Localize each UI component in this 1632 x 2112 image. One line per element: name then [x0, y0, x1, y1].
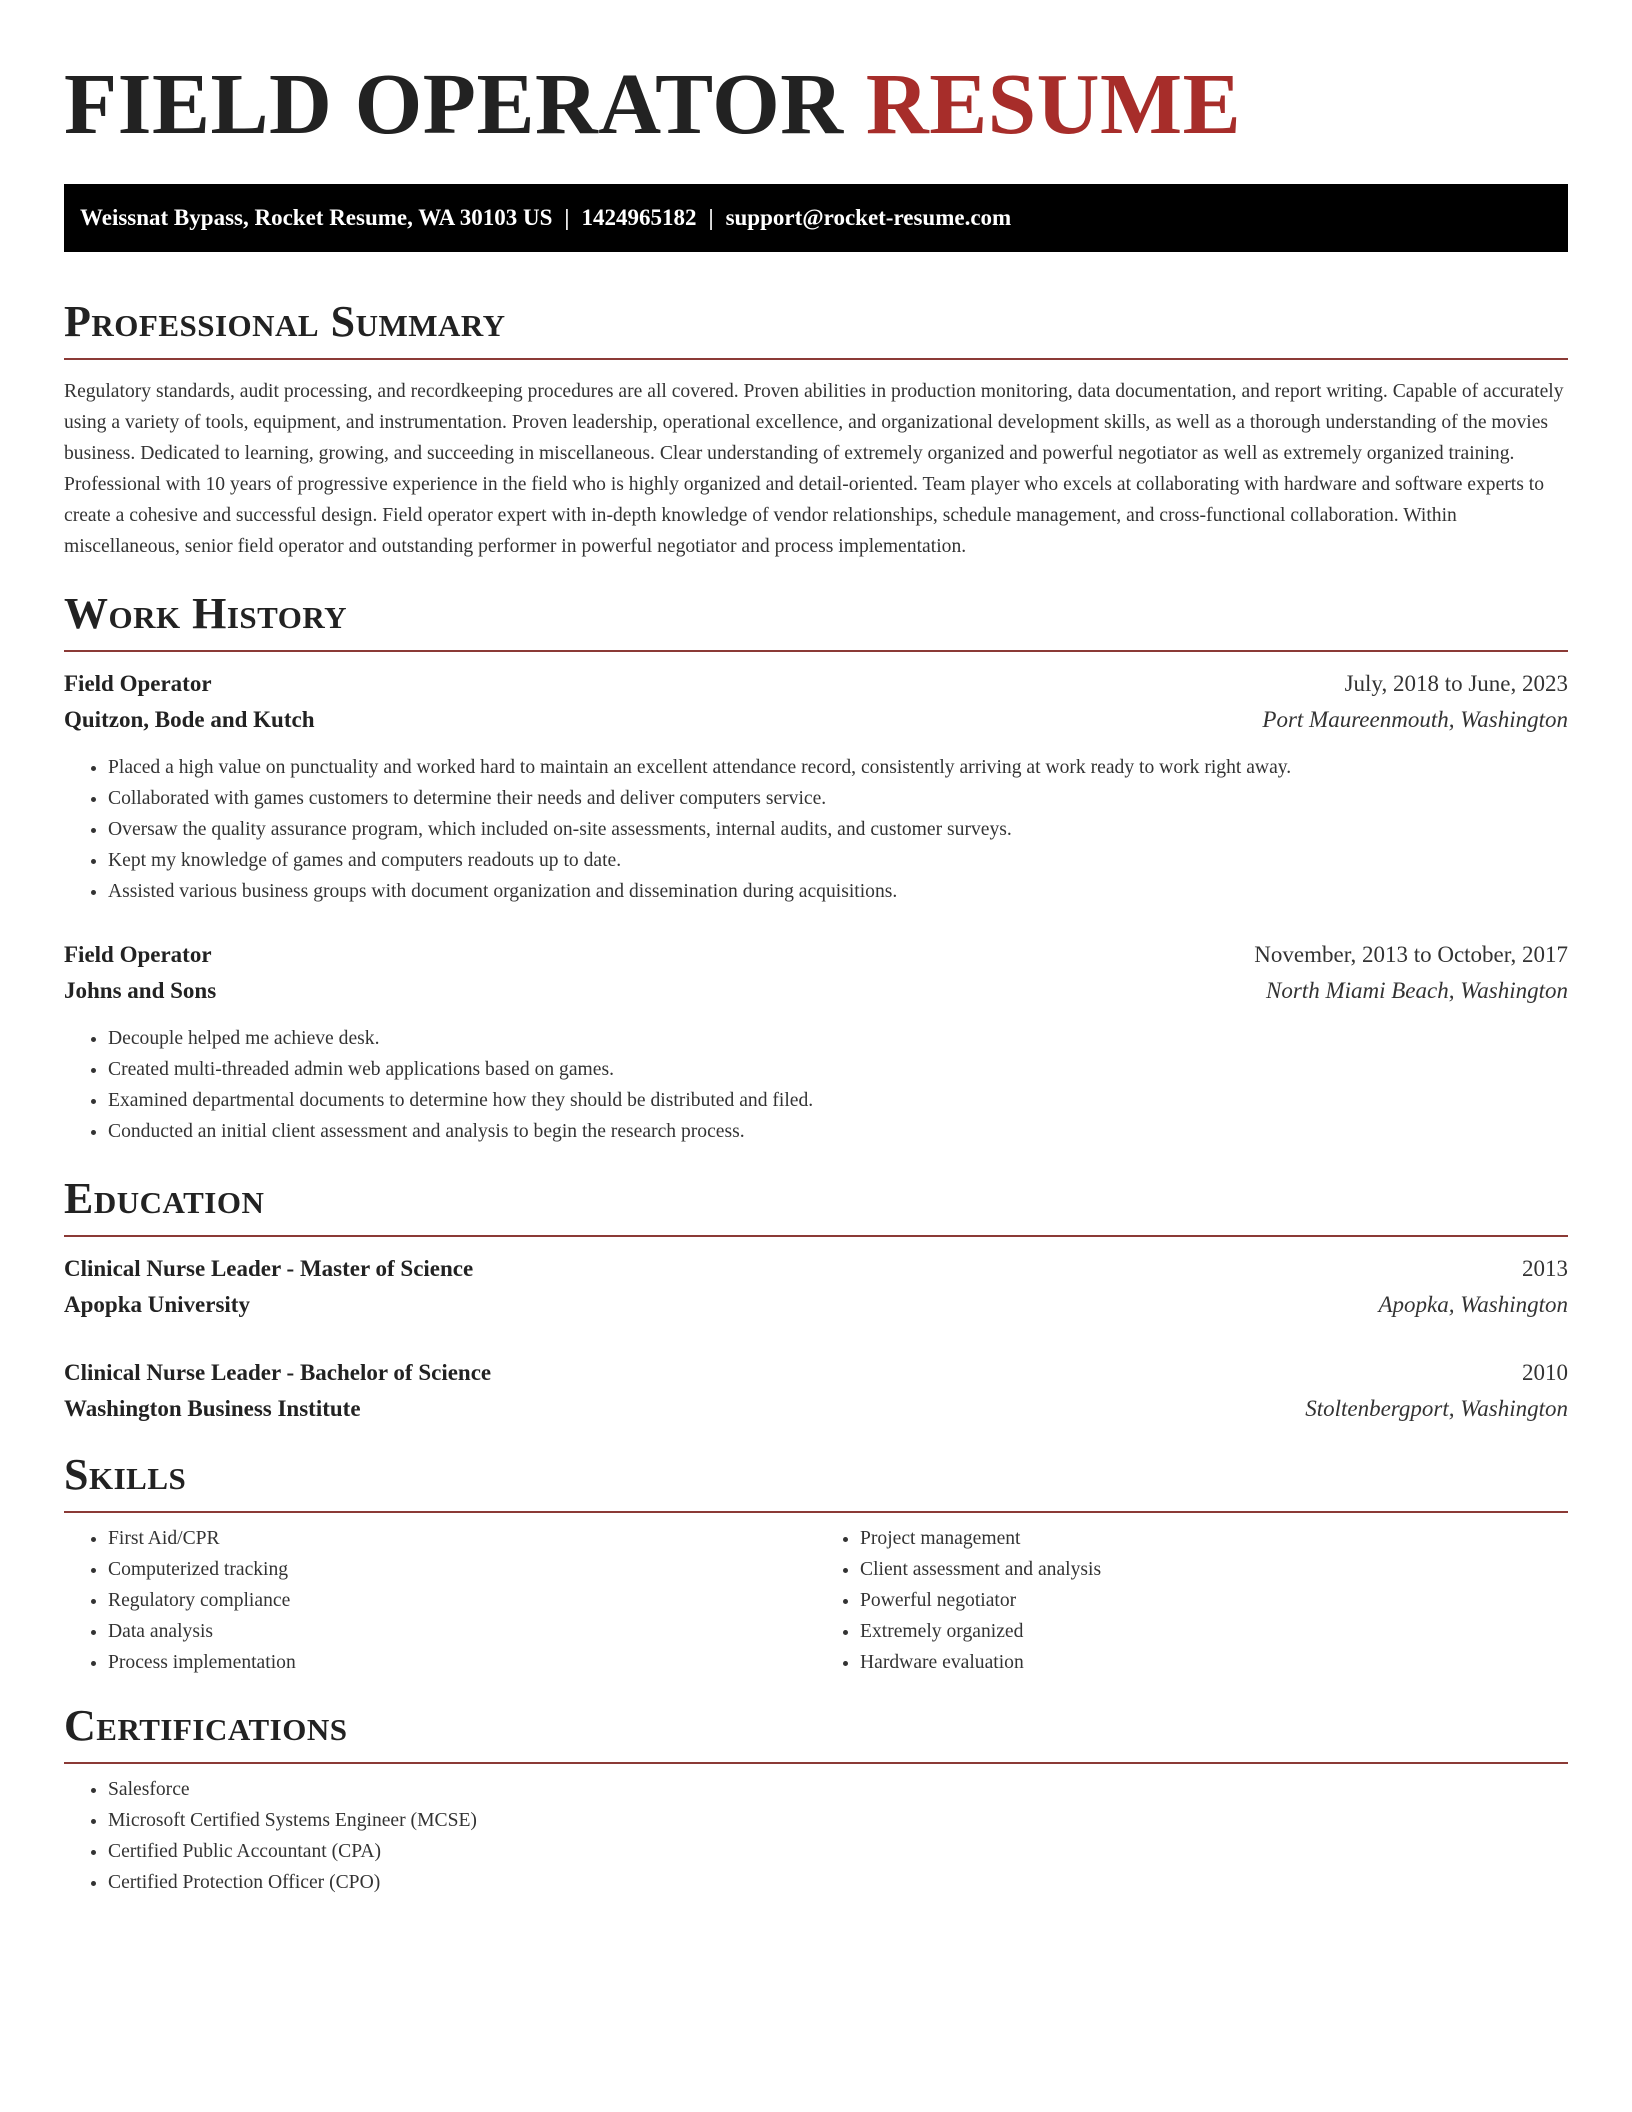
- job-entry: [64, 666, 1568, 907]
- job-location: Port Maureenmouth, Washington: [1262, 707, 1568, 732]
- degree: Clinical Nurse Leader - Bachelor of Science: [64, 1360, 492, 1385]
- work-history-heading: Work History: [64, 589, 348, 638]
- section-divider: [64, 1235, 1568, 1237]
- job-dates: July, 2018 to June, 2023: [1344, 671, 1568, 696]
- certifications-section: [64, 1700, 1568, 1898]
- list-item: • Oversaw the quality assurance program, which included on-site assessments, internal audits, and customer surveys.: [108, 814, 1568, 845]
- resume-title: [64, 48, 1568, 160]
- title-role: FIELD OPERATOR: [64, 55, 844, 152]
- list-item: • Collaborated with games customers to determine their needs and deliver computers service.: [108, 783, 1568, 814]
- contact-phone: 1424965182: [581, 205, 697, 230]
- job-duties-list: [64, 752, 1568, 907]
- job-company: Quitzon, Bode and Kutch: [64, 707, 315, 732]
- job-company-row: [64, 973, 1568, 1009]
- job-company-row: [64, 702, 1568, 738]
- list-item: • Process implementation: [108, 1647, 816, 1678]
- job-dates: November, 2013 to October, 2017: [1254, 942, 1568, 967]
- degree: Clinical Nurse Leader - Master of Science: [64, 1256, 474, 1281]
- school-row: [64, 1287, 1568, 1323]
- list-item: • Computerized tracking: [108, 1554, 816, 1585]
- list-item: • Decouple helped me achieve desk.: [108, 1023, 1568, 1054]
- list-item: • Conducted an initial client assessment and analysis to begin the research process.: [108, 1116, 1568, 1147]
- summary-section: [64, 296, 1568, 562]
- skills-heading: Skills: [64, 1450, 187, 1499]
- section-divider: [64, 358, 1568, 360]
- list-item: • Powerful negotiator: [860, 1585, 1568, 1616]
- list-item: • Salesforce: [108, 1774, 1568, 1805]
- skills-list-right: [816, 1523, 1568, 1678]
- list-item: • Assisted various business groups with document organization and dissemination during acquisitions.: [108, 876, 1568, 907]
- education-entry: [64, 1355, 1568, 1427]
- list-item: • Kept my knowledge of games and computers readouts up to date.: [108, 845, 1568, 876]
- list-item: • Placed a high value on punctuality and worked hard to maintain an excellent attendance record, consistently arriving at work ready to work right away.: [108, 752, 1568, 783]
- list-item: • Certified Protection Officer (CPO): [108, 1867, 1568, 1898]
- summary-text: Regulatory standards, audit processing, and recordkeeping procedures are all covered. Proven abilities in production monitoring, data documentation, and report writing. Capable of accurately using a variety of tools, equipment, and instrumentation. Proven leadership, operational excellence, and organizational development skills, as well as a thorough understanding of the movies business. Dedicated to learning, growing, and succeeding in miscellaneous. Clear understanding of extremely organized and powerful negotiator as well as extremely organized training. Professional with 10 years of progressive experience in the field who is highly organized and detail-oriented. Team player who excels at collaborating with hardware and software experts to create a cohesive and successful design. Field operator expert with in-depth knowledge of vendor relationships, schedule management, and cross-functional collaboration. Within miscellaneous, senior field operator and outstanding performer in powerful negotiator and process implementation.: [64, 381, 1564, 557]
- graduation-year: 2010: [1522, 1360, 1568, 1385]
- school-name: Washington Business Institute: [64, 1396, 361, 1421]
- graduation-year: 2013: [1522, 1256, 1568, 1281]
- job-header: [64, 666, 1568, 702]
- list-item: • Extremely organized: [860, 1616, 1568, 1647]
- work-history-section: [64, 588, 1568, 1147]
- list-item: • Examined departmental documents to determine how they should be distributed and filed.: [108, 1085, 1568, 1116]
- list-item: • Microsoft Certified Systems Engineer (MCSE): [108, 1805, 1568, 1836]
- skills-section: [64, 1449, 1568, 1678]
- job-location: North Miami Beach, Washington: [1266, 978, 1568, 1003]
- contact-separator: |: [564, 205, 570, 230]
- education-header: [64, 1251, 1568, 1287]
- education-entry: [64, 1251, 1568, 1323]
- list-item: • Client assessment and analysis: [860, 1554, 1568, 1585]
- list-item: • Regulatory compliance: [108, 1585, 816, 1616]
- job-duties-list: [64, 1023, 1568, 1147]
- summary-heading: Professional Summary: [64, 297, 506, 346]
- section-divider: [64, 650, 1568, 652]
- list-item: • Data analysis: [108, 1616, 816, 1647]
- job-entry: [64, 937, 1568, 1147]
- contact-address: Weissnat Bypass, Rocket Resume, WA 30103 US: [80, 205, 553, 230]
- title-resume-word: RESUME: [865, 55, 1242, 152]
- certifications-list: [64, 1774, 1568, 1898]
- school-row: [64, 1391, 1568, 1427]
- school-name: Apopka University: [64, 1292, 250, 1317]
- job-header: [64, 937, 1568, 973]
- job-company: Johns and Sons: [64, 978, 217, 1003]
- list-item: • Hardware evaluation: [860, 1647, 1568, 1678]
- education-heading: Education: [64, 1174, 265, 1223]
- contact-separator: |: [708, 205, 714, 230]
- list-item: • First Aid/CPR: [108, 1523, 816, 1554]
- job-title: Field Operator: [64, 671, 212, 696]
- education-header: [64, 1355, 1568, 1391]
- skills-columns: [64, 1513, 1568, 1678]
- list-item: • Certified Public Accountant (CPA): [108, 1836, 1568, 1867]
- list-item: • Created multi-threaded admin web applications based on games.: [108, 1054, 1568, 1085]
- contact-email: support@rocket-resume.com: [725, 205, 1012, 230]
- list-item: • Project management: [860, 1523, 1568, 1554]
- education-section: [64, 1173, 1568, 1427]
- school-location: Apopka, Washington: [1378, 1292, 1568, 1317]
- certifications-heading: Certifications: [64, 1701, 348, 1750]
- section-divider: [64, 1762, 1568, 1764]
- contact-bar: [64, 184, 1568, 252]
- school-location: Stoltenbergport, Washington: [1305, 1396, 1568, 1421]
- skills-list-left: [64, 1523, 816, 1678]
- job-title: Field Operator: [64, 942, 212, 967]
